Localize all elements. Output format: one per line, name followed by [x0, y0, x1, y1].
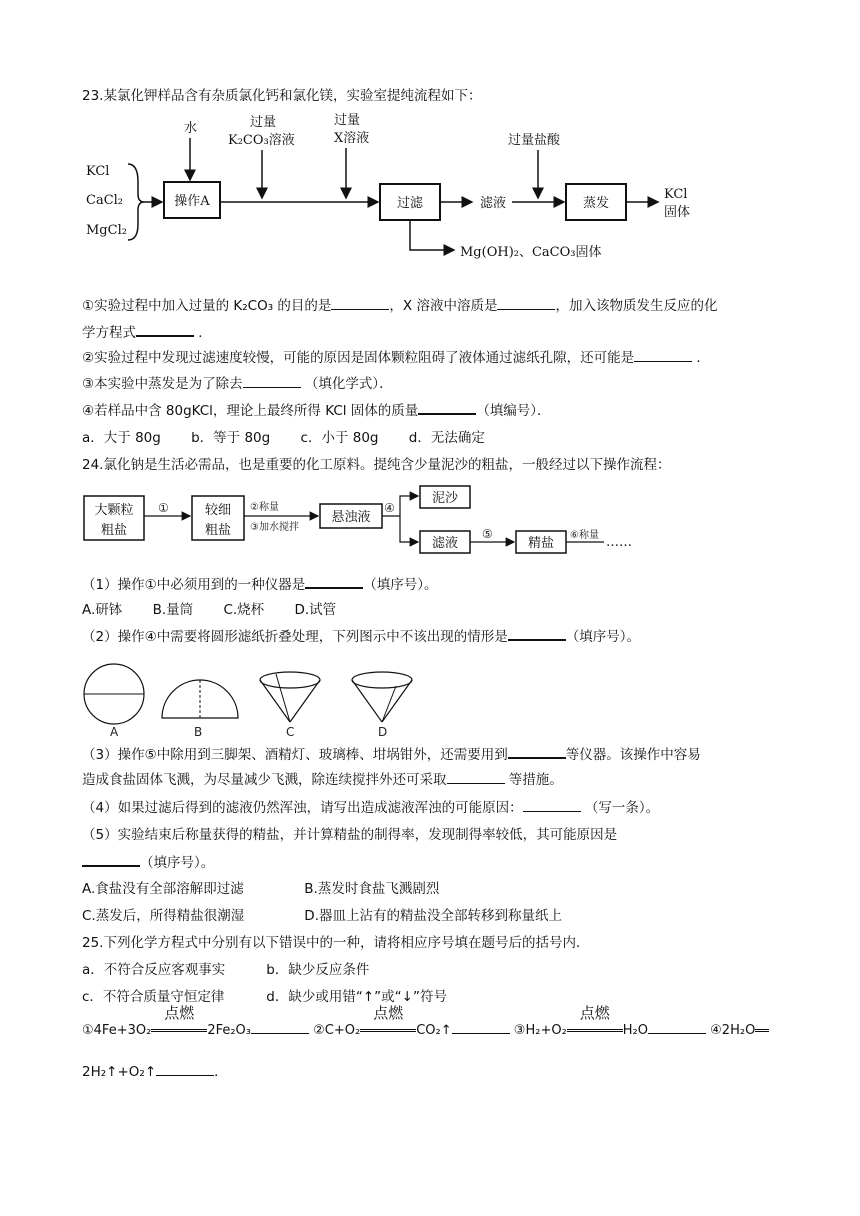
q24-title: 24.氯化钠是生活必需品，也是重要的化工原料。提纯含少量泥沙的粗盐，一般经过以下操作流程： [82, 457, 671, 473]
q23-blank-mass[interactable] [418, 400, 476, 415]
q24-blank-instrument[interactable] [305, 574, 363, 589]
q24-p5-option-d[interactable]: D.器皿上沾有的精盐没全部转移到称量纸上 [304, 908, 562, 924]
q23-output-line2: 固体 [664, 205, 691, 220]
q23-option-d[interactable]: d．无法确定 [408, 430, 485, 446]
q24-part5-options-row2 [82, 906, 562, 926]
svg-text:滤液: 滤液 [431, 536, 459, 551]
svg-text:较细: 较细 [204, 503, 232, 518]
q23-k2co3-line1: 过量 [250, 115, 277, 130]
q25-eq2-lhs: ②C+O₂ [313, 1023, 361, 1038]
q23-filtrate-label: 滤液 [480, 196, 507, 211]
q24-step1: ① [158, 501, 169, 515]
q24-step6: ⑥称量 [570, 530, 599, 541]
q24-p1-option-a[interactable]: A.研钵 [82, 602, 123, 618]
q23-part1-line1: ①实验过程中加入过量的 K₂CO₃ 的目的是 ，X 溶液中溶质是 ，加入该物质发生反应的化 [82, 298, 718, 314]
q24-part4: （4）如果过滤后得到的滤液仍然浑浊，请写出造成滤液浑浊的可能原因： （写一条）。 [82, 800, 660, 816]
filter-paper-c-figure [260, 672, 320, 688]
q23-k2co3-line2: K₂CO₃溶液 [228, 133, 295, 148]
q25-eq4-sign [755, 1021, 769, 1041]
q24-flow-diagram [82, 484, 662, 564]
q24-step3: ③加水搅拌 [250, 522, 299, 533]
q23-hcl-label: 过量盐酸 [508, 133, 561, 148]
q24-blank-turbid-reason[interactable] [523, 798, 581, 812]
q25-error-c: c．不符合质量守恒定律 [82, 989, 225, 1005]
q25-eq3-condition: 点燃 [567, 1021, 623, 1041]
q24-blank-apparatus[interactable] [508, 744, 566, 759]
q25-eq1-condition: 点燃 [151, 1021, 207, 1041]
q25-equations-line1 [82, 1004, 769, 1041]
q23-water-label: 水 [184, 121, 198, 136]
q23-blank-slow-filter[interactable] [634, 348, 692, 362]
q23-option-b[interactable]: b．等于 80g [191, 430, 271, 446]
filter-paper-c-label: C [286, 725, 295, 739]
q23-evaporate-label: 蒸发 [582, 196, 610, 211]
q23-title: 23.某氯化钾样品含有杂质氯化钙和氯化镁，实验室提纯流程如下： [82, 88, 482, 104]
q23-input-cacl2: CaCl₂ [86, 193, 124, 208]
q24-p1-option-c[interactable]: C.烧杯 [223, 602, 265, 618]
q23-blank-equation[interactable] [136, 322, 194, 337]
q24-p5-option-a[interactable]: A.食盐没有全部溶解即过滤 [82, 881, 244, 897]
svg-text:粗盐: 粗盐 [100, 523, 128, 538]
filter-paper-a-label: A [110, 725, 119, 739]
q24-part2: （2）操作④中需要将圆形滤纸折叠处理，下列图示中不该出现的情形是 （填序号）。 [82, 626, 640, 647]
q25-error-a: a．不符合反应客观事实 [82, 962, 226, 978]
q23-blank-x-solute[interactable] [497, 296, 555, 310]
svg-text:粗盐: 粗盐 [204, 523, 232, 538]
q23-input-mgcl2: MgCl₂ [86, 223, 127, 238]
q23-blank-purpose[interactable] [331, 296, 389, 310]
svg-text:大颗粒: 大颗粒 [94, 503, 134, 518]
q25-eq1-rhs: 2Fe₂O₃ [207, 1023, 252, 1038]
q24-dots: …… [606, 535, 632, 550]
q25-eq3-rhs: H₂O [622, 1023, 649, 1038]
q25-equations-line2: 2H₂↑+O₂↑ ． [82, 1064, 228, 1080]
q23-x-line1: 过量 [334, 113, 361, 128]
q25-blank-eq3[interactable] [648, 1020, 706, 1034]
q25-eq2-rhs: CO₂↑ [416, 1023, 452, 1038]
q24-p5-option-b[interactable]: B.蒸发时食盐飞溅剧烈 [304, 881, 440, 897]
q25-errors-row1 [82, 960, 369, 980]
svg-text:悬浊液: 悬浊液 [331, 510, 371, 525]
q24-blank-measure[interactable] [447, 770, 505, 784]
q23-x-line2: X溶液 [334, 131, 370, 146]
q24-p1-option-d[interactable]: D.试管 [294, 602, 337, 618]
q23-part4: ④若样品中含 80gKCl，理论上最终所得 KCl 固体的质量 （填编号）． [82, 400, 551, 421]
svg-text:泥沙: 泥沙 [431, 491, 459, 506]
q24-step2: ②称量 [250, 502, 279, 513]
q25-error-b: b．缺少反应条件 [266, 962, 370, 978]
q24-filter-paper-figures [80, 660, 440, 740]
q23-output-line1: KCl [664, 187, 688, 202]
q25-blank-eq4[interactable] [156, 1062, 214, 1076]
q23-precipitate-label: Mg(OH)₂、CaCO₃固体 [460, 245, 602, 260]
q23-option-c[interactable]: c．小于 80g [300, 430, 379, 446]
q25-eq2-condition: 点燃 [360, 1021, 416, 1041]
q25-blank-eq1[interactable] [251, 1020, 309, 1034]
q24-p1-option-b[interactable]: B.量筒 [152, 602, 194, 618]
q24-part1-options [82, 600, 362, 620]
q24-step4: ④ [384, 501, 395, 515]
q23-part3: ③本实验中蒸发是为了除去 （填化学式）． [82, 376, 393, 392]
q23-blank-evaporate[interactable] [243, 374, 301, 388]
q23-op-a-label: 操作A [174, 194, 210, 209]
q24-part3-line1: （3）操作⑤中除用到三脚架、酒精灯、玻璃棒、坩埚钳外，还需要用到 等仪器。该操作中容易 [82, 744, 701, 765]
q23-brace [128, 164, 144, 240]
q24-part1: （1）操作①中必须用到的一种仪器是 （填序号）。 [82, 574, 437, 595]
q24-part5-options-row1 [82, 879, 439, 899]
filter-paper-b-label: B [194, 725, 203, 739]
q23-option-a[interactable]: a．大于 80g [82, 430, 161, 446]
q25-eq1-lhs: ①4Fe+3O₂ [82, 1023, 152, 1038]
q23-flow-diagram [80, 112, 720, 272]
q23-input-kcl: KCl [86, 164, 110, 179]
q25-title: 25.下列化学方程式中分别有以下错误中的一种，请将相应序号填在题号后的括号内． [82, 935, 590, 951]
q25-eq4-rhs: 2H₂↑+O₂↑ [82, 1064, 157, 1080]
q24-blank-yield-reason[interactable] [82, 852, 140, 867]
q25-blank-eq2[interactable] [452, 1020, 510, 1034]
q24-part5-line1: （5）实验结束后称量获得的精盐，并计算精盐的制得率，发现制得率较低，其可能原因是 [82, 827, 618, 843]
filter-paper-d-figure [352, 672, 412, 688]
q24-part3-line2: 造成食盐固体飞溅，为尽量减少飞溅，除连续搅拌外还可采取 等措施。 [82, 772, 563, 788]
q24-step5: ⑤ [482, 527, 493, 541]
q24-p5-option-c[interactable]: C.蒸发后，所得精盐很潮湿 [82, 908, 245, 924]
q23-filter-label: 过滤 [396, 196, 424, 211]
q24-part5-line2: （填序号）。 [82, 852, 214, 873]
q25-error-d: d．缺少或用错“↑”或“↓”符号 [266, 989, 447, 1005]
q25-eq4-lhs: ④2H₂O [710, 1023, 756, 1038]
q23-part2: ②实验过程中发现过滤速度较慢，可能的原因是固体颗粒阻碍了液体通过滤纸孔隙，还可能是 ． [82, 350, 710, 366]
q24-blank-filter-paper[interactable] [508, 626, 566, 641]
q23-part1-line2: 学方程式 ． [82, 322, 212, 343]
filter-paper-d-label: D [378, 725, 388, 739]
svg-text:精盐: 精盐 [527, 536, 555, 551]
q25-eq3-lhs: ③H₂+O₂ [513, 1023, 567, 1038]
q23-options [82, 428, 511, 448]
